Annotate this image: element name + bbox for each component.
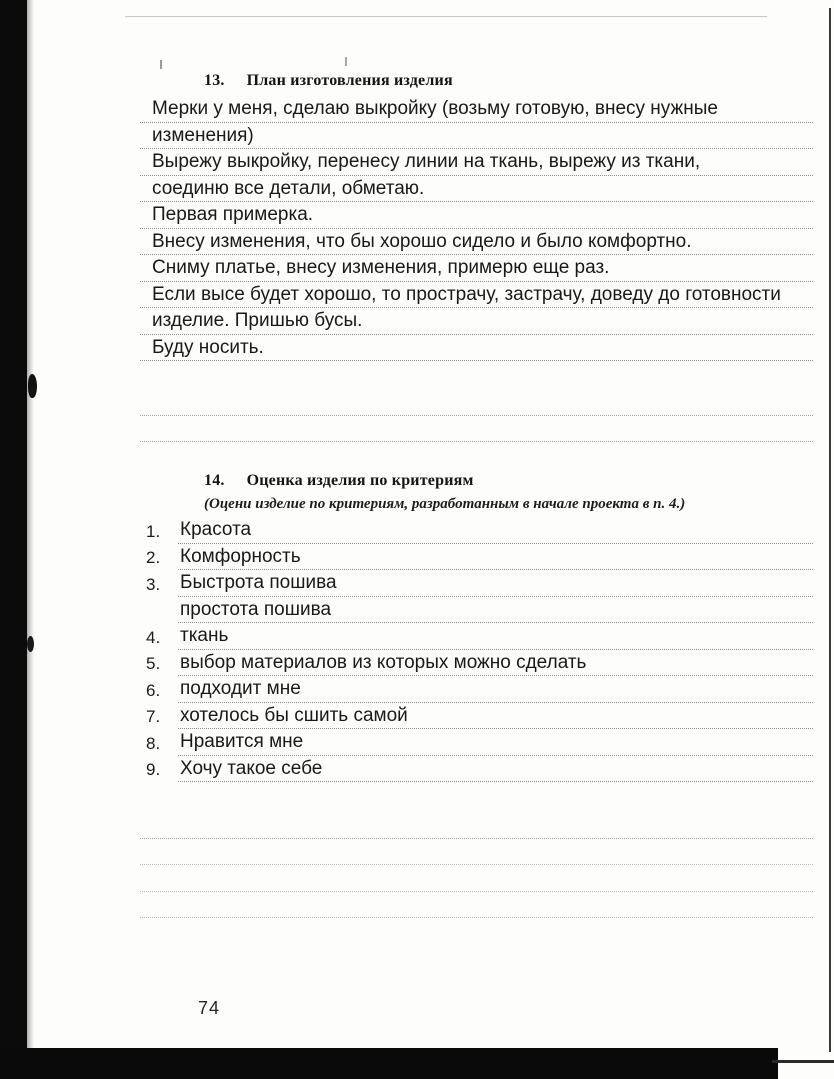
criteria-item-text: ткань xyxy=(178,623,813,650)
criteria-item-number: 1. xyxy=(146,521,161,541)
ink-smudge xyxy=(27,636,34,652)
criteria-item xyxy=(140,703,813,730)
criteria-item-number: 4. xyxy=(146,627,161,647)
criteria-item xyxy=(140,544,813,571)
scan-left-border xyxy=(0,0,27,1079)
scan-left-border-shadow xyxy=(27,0,34,1079)
criteria-item-number: 6. xyxy=(146,680,161,700)
ink-smudge xyxy=(28,374,37,398)
page-number: 74 xyxy=(198,998,221,1018)
criteria-item-text: Красота xyxy=(178,517,813,544)
criteria-item xyxy=(140,756,813,783)
answer-line: Буду носить. xyxy=(140,335,813,362)
spacer xyxy=(140,442,813,472)
criteria-item-number: 9. xyxy=(146,760,161,779)
section-13-title: План изготовления изделия xyxy=(246,72,453,89)
scan-right-edge-line xyxy=(829,8,831,1052)
spacer xyxy=(140,361,813,389)
criteria-item-text: простота пошива xyxy=(178,597,813,624)
criteria-item xyxy=(140,570,813,597)
spacer xyxy=(140,782,813,812)
scan-bottom-border-tail xyxy=(772,1060,834,1063)
criteria-item xyxy=(140,623,813,650)
criteria-item-number: 3. xyxy=(146,574,161,594)
criteria-item xyxy=(140,517,813,544)
section-13-number: 13. xyxy=(204,72,225,89)
answer-line: изделие. Пришью бусы. xyxy=(140,308,813,335)
empty-writing-line xyxy=(140,865,813,892)
empty-writing-line xyxy=(140,839,813,866)
criteria-item xyxy=(140,650,813,677)
criteria-item-text: Нравится мне xyxy=(178,729,813,756)
scan-bottom-border xyxy=(0,1048,778,1079)
criteria-item-text: Хочу такое себе xyxy=(178,756,813,783)
empty-writing-line xyxy=(140,892,813,919)
scan-top-edge-line xyxy=(125,16,767,17)
criteria-item-number: 2. xyxy=(146,548,161,567)
section-13-heading xyxy=(140,72,813,90)
answer-line: Вырежу выкройку, перенесу линии на ткань, вырежу из ткани, xyxy=(140,149,813,176)
answer-line: Если высе будет хорошо, то прострачу, застрачу, доведу до готовности xyxy=(140,282,813,309)
empty-writing-line xyxy=(140,812,813,839)
scan-artifact-tick xyxy=(345,57,347,66)
criteria-item-text: подходит мне xyxy=(178,676,813,703)
section-14-heading xyxy=(140,472,813,490)
criteria-item-text: Комфорность xyxy=(178,544,813,571)
scan-artifact-tick xyxy=(160,60,162,69)
section-14-number: 14. xyxy=(204,472,225,489)
criteria-item-number: 7. xyxy=(146,707,161,726)
criteria-item-text: хотелось бы сшить самой xyxy=(178,703,813,730)
answer-line: Первая примерка. xyxy=(140,202,813,229)
criteria-item xyxy=(140,597,813,624)
answer-line: соединю все детали, обметаю. xyxy=(140,176,813,203)
criteria-item-text: Быстрота пошива xyxy=(178,570,813,597)
answer-line: изменения) xyxy=(140,123,813,150)
section-14-title: Оценка изделия по критериям xyxy=(246,472,474,489)
criteria-item-number: 5. xyxy=(146,654,161,673)
section-14-subtitle: (Оцени изделие по критериям, разработанным в начале проекта в п. 4.) xyxy=(204,496,686,512)
answer-line: Сниму платье, внесу изменения, примерю еще раз. xyxy=(140,255,813,282)
empty-writing-line xyxy=(140,416,813,443)
criteria-item-number: 8. xyxy=(146,733,161,753)
answer-line: Внесу изменения, что бы хорошо сидело и было комфортно. xyxy=(140,229,813,256)
page-content xyxy=(140,72,813,918)
criteria-item xyxy=(140,676,813,703)
criteria-item xyxy=(140,729,813,756)
answer-line: Мерки у меня, сделаю выкройку (возьму готовую, внесу нужные xyxy=(140,96,813,123)
criteria-item-text: выбор материалов из которых можно сделать xyxy=(178,650,813,677)
empty-writing-line xyxy=(140,389,813,416)
